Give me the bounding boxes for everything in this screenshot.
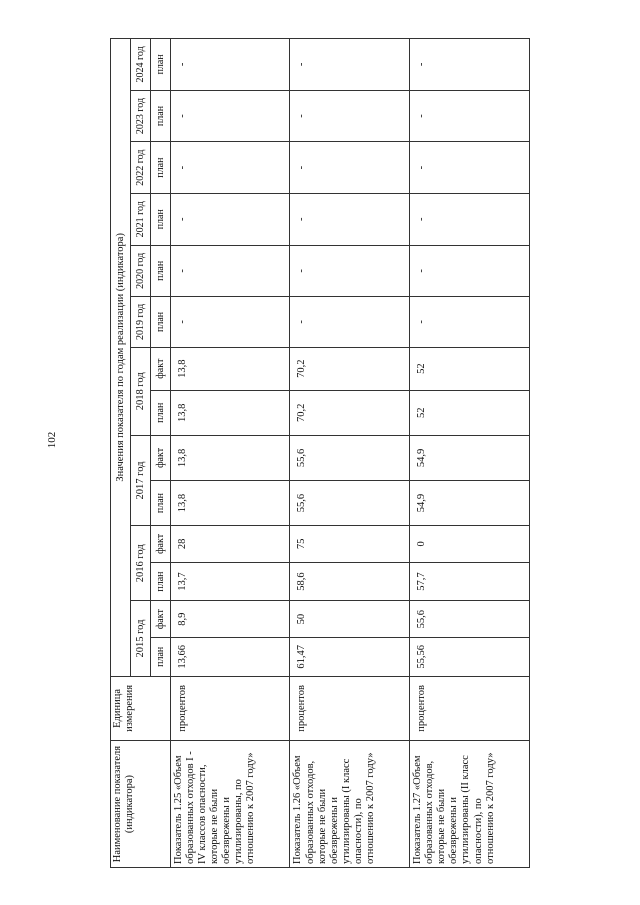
value-cell: 52	[410, 390, 530, 435]
header-year: 2015 год	[131, 601, 151, 676]
value-cell: -	[290, 142, 410, 194]
header-plan: план	[151, 245, 170, 297]
value-cell: -	[170, 193, 290, 245]
value-cell: -	[410, 142, 530, 194]
value-cell: -	[290, 90, 410, 142]
header-year: 2023 год	[131, 90, 151, 142]
header-year: 2017 год	[131, 435, 151, 525]
value-cell: 57,7	[410, 562, 530, 601]
value-cell: -	[410, 90, 530, 142]
value-cell: 28	[170, 526, 290, 563]
value-cell: 54,9	[410, 480, 530, 525]
header-values-group: Значения показателя по годам реализации (индикатора)	[111, 39, 131, 677]
value-cell: -	[290, 245, 410, 297]
header-plan: план	[151, 390, 170, 435]
header-year: 2020 год	[131, 245, 151, 297]
value-cell: 54,9	[410, 435, 530, 480]
value-cell: 55,6	[410, 601, 530, 638]
value-cell: -	[290, 193, 410, 245]
rotated-table-container	[110, 38, 530, 868]
value-cell: -	[290, 39, 410, 91]
value-cell: -	[170, 297, 290, 348]
value-cell: 13,66	[170, 637, 290, 676]
header-fact: факт	[151, 526, 170, 563]
value-cell: -	[170, 39, 290, 91]
indicator-unit: процентов	[170, 676, 290, 741]
indicator-name: Показатель 1.25 «Объем образованных отходов I - IV классов опасности, которые не были обезврежены и утилизированы, по отношению к 2007 году»	[170, 741, 290, 868]
value-cell: -	[170, 90, 290, 142]
value-cell: 55,6	[290, 435, 410, 480]
header-year: 2022 год	[131, 142, 151, 194]
header-plan: план	[151, 90, 170, 142]
header-year: 2016 год	[131, 526, 151, 601]
value-cell: -	[170, 142, 290, 194]
value-cell: -	[410, 39, 530, 91]
value-cell: -	[410, 193, 530, 245]
header-year: 2018 год	[131, 347, 151, 435]
header-plan: план	[151, 142, 170, 194]
header-year: 2024 год	[131, 39, 151, 91]
header-fact: факт	[151, 601, 170, 638]
value-cell: 0	[410, 526, 530, 563]
header-fact: факт	[151, 347, 170, 390]
header-plan: план	[151, 39, 170, 91]
table-row	[170, 39, 290, 868]
value-cell: 75	[290, 526, 410, 563]
indicator-table	[110, 38, 530, 868]
value-cell: -	[170, 245, 290, 297]
value-cell: 13,8	[170, 347, 290, 390]
header-plan: план	[151, 193, 170, 245]
header-unit: Единица измерения	[111, 676, 171, 741]
value-cell: 61,47	[290, 637, 410, 676]
header-name: Наименование показателя (индикатора)	[111, 741, 171, 868]
indicator-unit: процентов	[410, 676, 530, 741]
value-cell: 52	[410, 347, 530, 390]
header-fact: факт	[151, 435, 170, 480]
header-plan: план	[151, 637, 170, 676]
table-row	[410, 39, 530, 868]
value-cell: 70,2	[290, 347, 410, 390]
header-year: 2021 год	[131, 193, 151, 245]
header-plan: план	[151, 562, 170, 601]
value-cell: 50	[290, 601, 410, 638]
table-row	[290, 39, 410, 868]
header-year: 2019 год	[131, 297, 151, 348]
indicator-unit: процентов	[290, 676, 410, 741]
value-cell: 13,8	[170, 390, 290, 435]
value-cell: 55,56	[410, 637, 530, 676]
value-cell: -	[410, 245, 530, 297]
value-cell: 70,2	[290, 390, 410, 435]
value-cell: -	[410, 297, 530, 348]
indicator-name: Показатель 1.27 «Объем образованных отходов, которые не были обезврежены и утилизированы (II класс опасности), по отношению к 2007 году»	[410, 741, 530, 868]
header-plan: план	[151, 480, 170, 525]
value-cell: 58,6	[290, 562, 410, 601]
value-cell: 13,8	[170, 435, 290, 480]
indicator-name: Показатель 1.26 «Объем образованных отходов, которые не были обезврежены и утилизированы (I класс опасности), по отношению к 2007 году»	[290, 741, 410, 868]
value-cell: 13,7	[170, 562, 290, 601]
value-cell: 8,9	[170, 601, 290, 638]
page-number: 102	[46, 431, 58, 449]
value-cell: -	[290, 297, 410, 348]
value-cell: 13,8	[170, 480, 290, 525]
header-plan: план	[151, 297, 170, 348]
value-cell: 55,6	[290, 480, 410, 525]
